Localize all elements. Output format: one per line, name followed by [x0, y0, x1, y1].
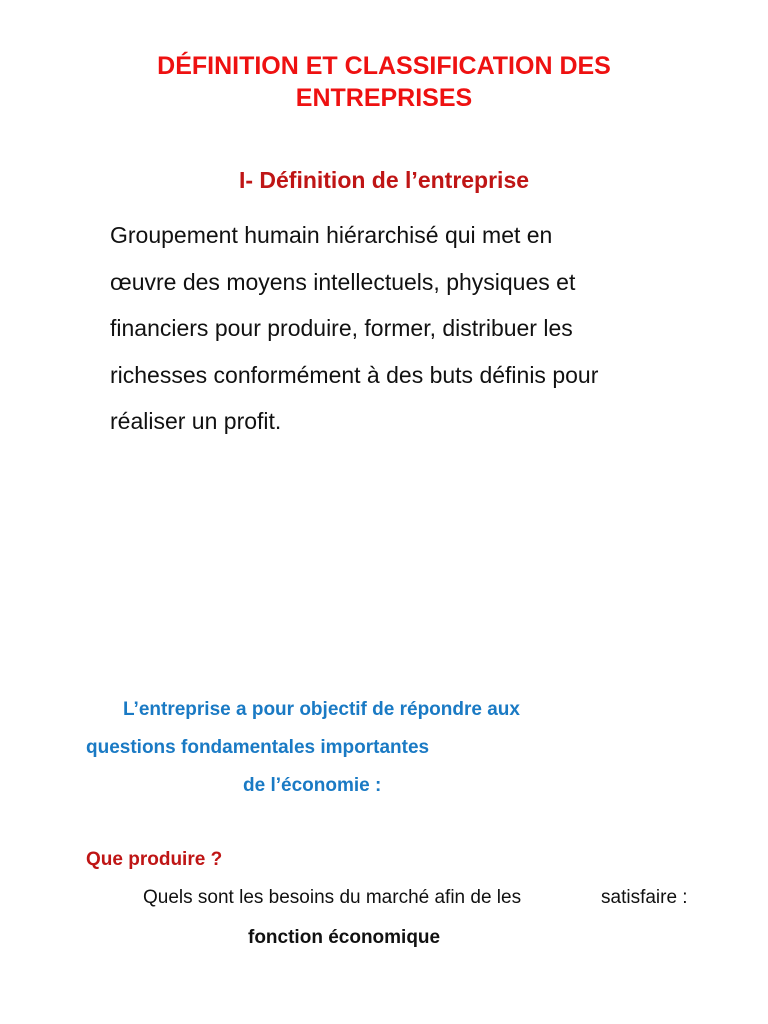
- objective-line: L’entreprise a pour objectif de répondre aux: [123, 699, 520, 720]
- page-title: [0, 50, 768, 114]
- answer-text: Quels sont les besoins du marché afin de les: [143, 887, 522, 908]
- function-label: fonction économique: [248, 927, 441, 948]
- definition-line: financiers pour produire, former, distribuer les: [110, 315, 573, 341]
- definition-line: réaliser un profit.: [110, 408, 282, 434]
- objective-line: de l’économie :: [243, 775, 382, 796]
- page-title-line-2: ENTREPRISES: [295, 84, 473, 112]
- objective-line: questions fondamentales importantes: [86, 737, 430, 758]
- definition-line: Groupement humain hiérarchisé qui met en: [110, 222, 553, 248]
- question-heading: Que produire ?: [86, 849, 223, 870]
- page-title-line-1: DÉFINITION ET CLASSIFICATION DES: [157, 52, 611, 80]
- definition-paragraph: [110, 212, 710, 445]
- answer-text-end: satisfaire :: [601, 887, 688, 908]
- definition-line: richesses conformément à des buts définis pour: [110, 361, 599, 388]
- definition-line: œuvre des moyens intellectuels, physiques et: [110, 268, 576, 295]
- section-heading: I- Définition de l’entreprise: [238, 167, 530, 193]
